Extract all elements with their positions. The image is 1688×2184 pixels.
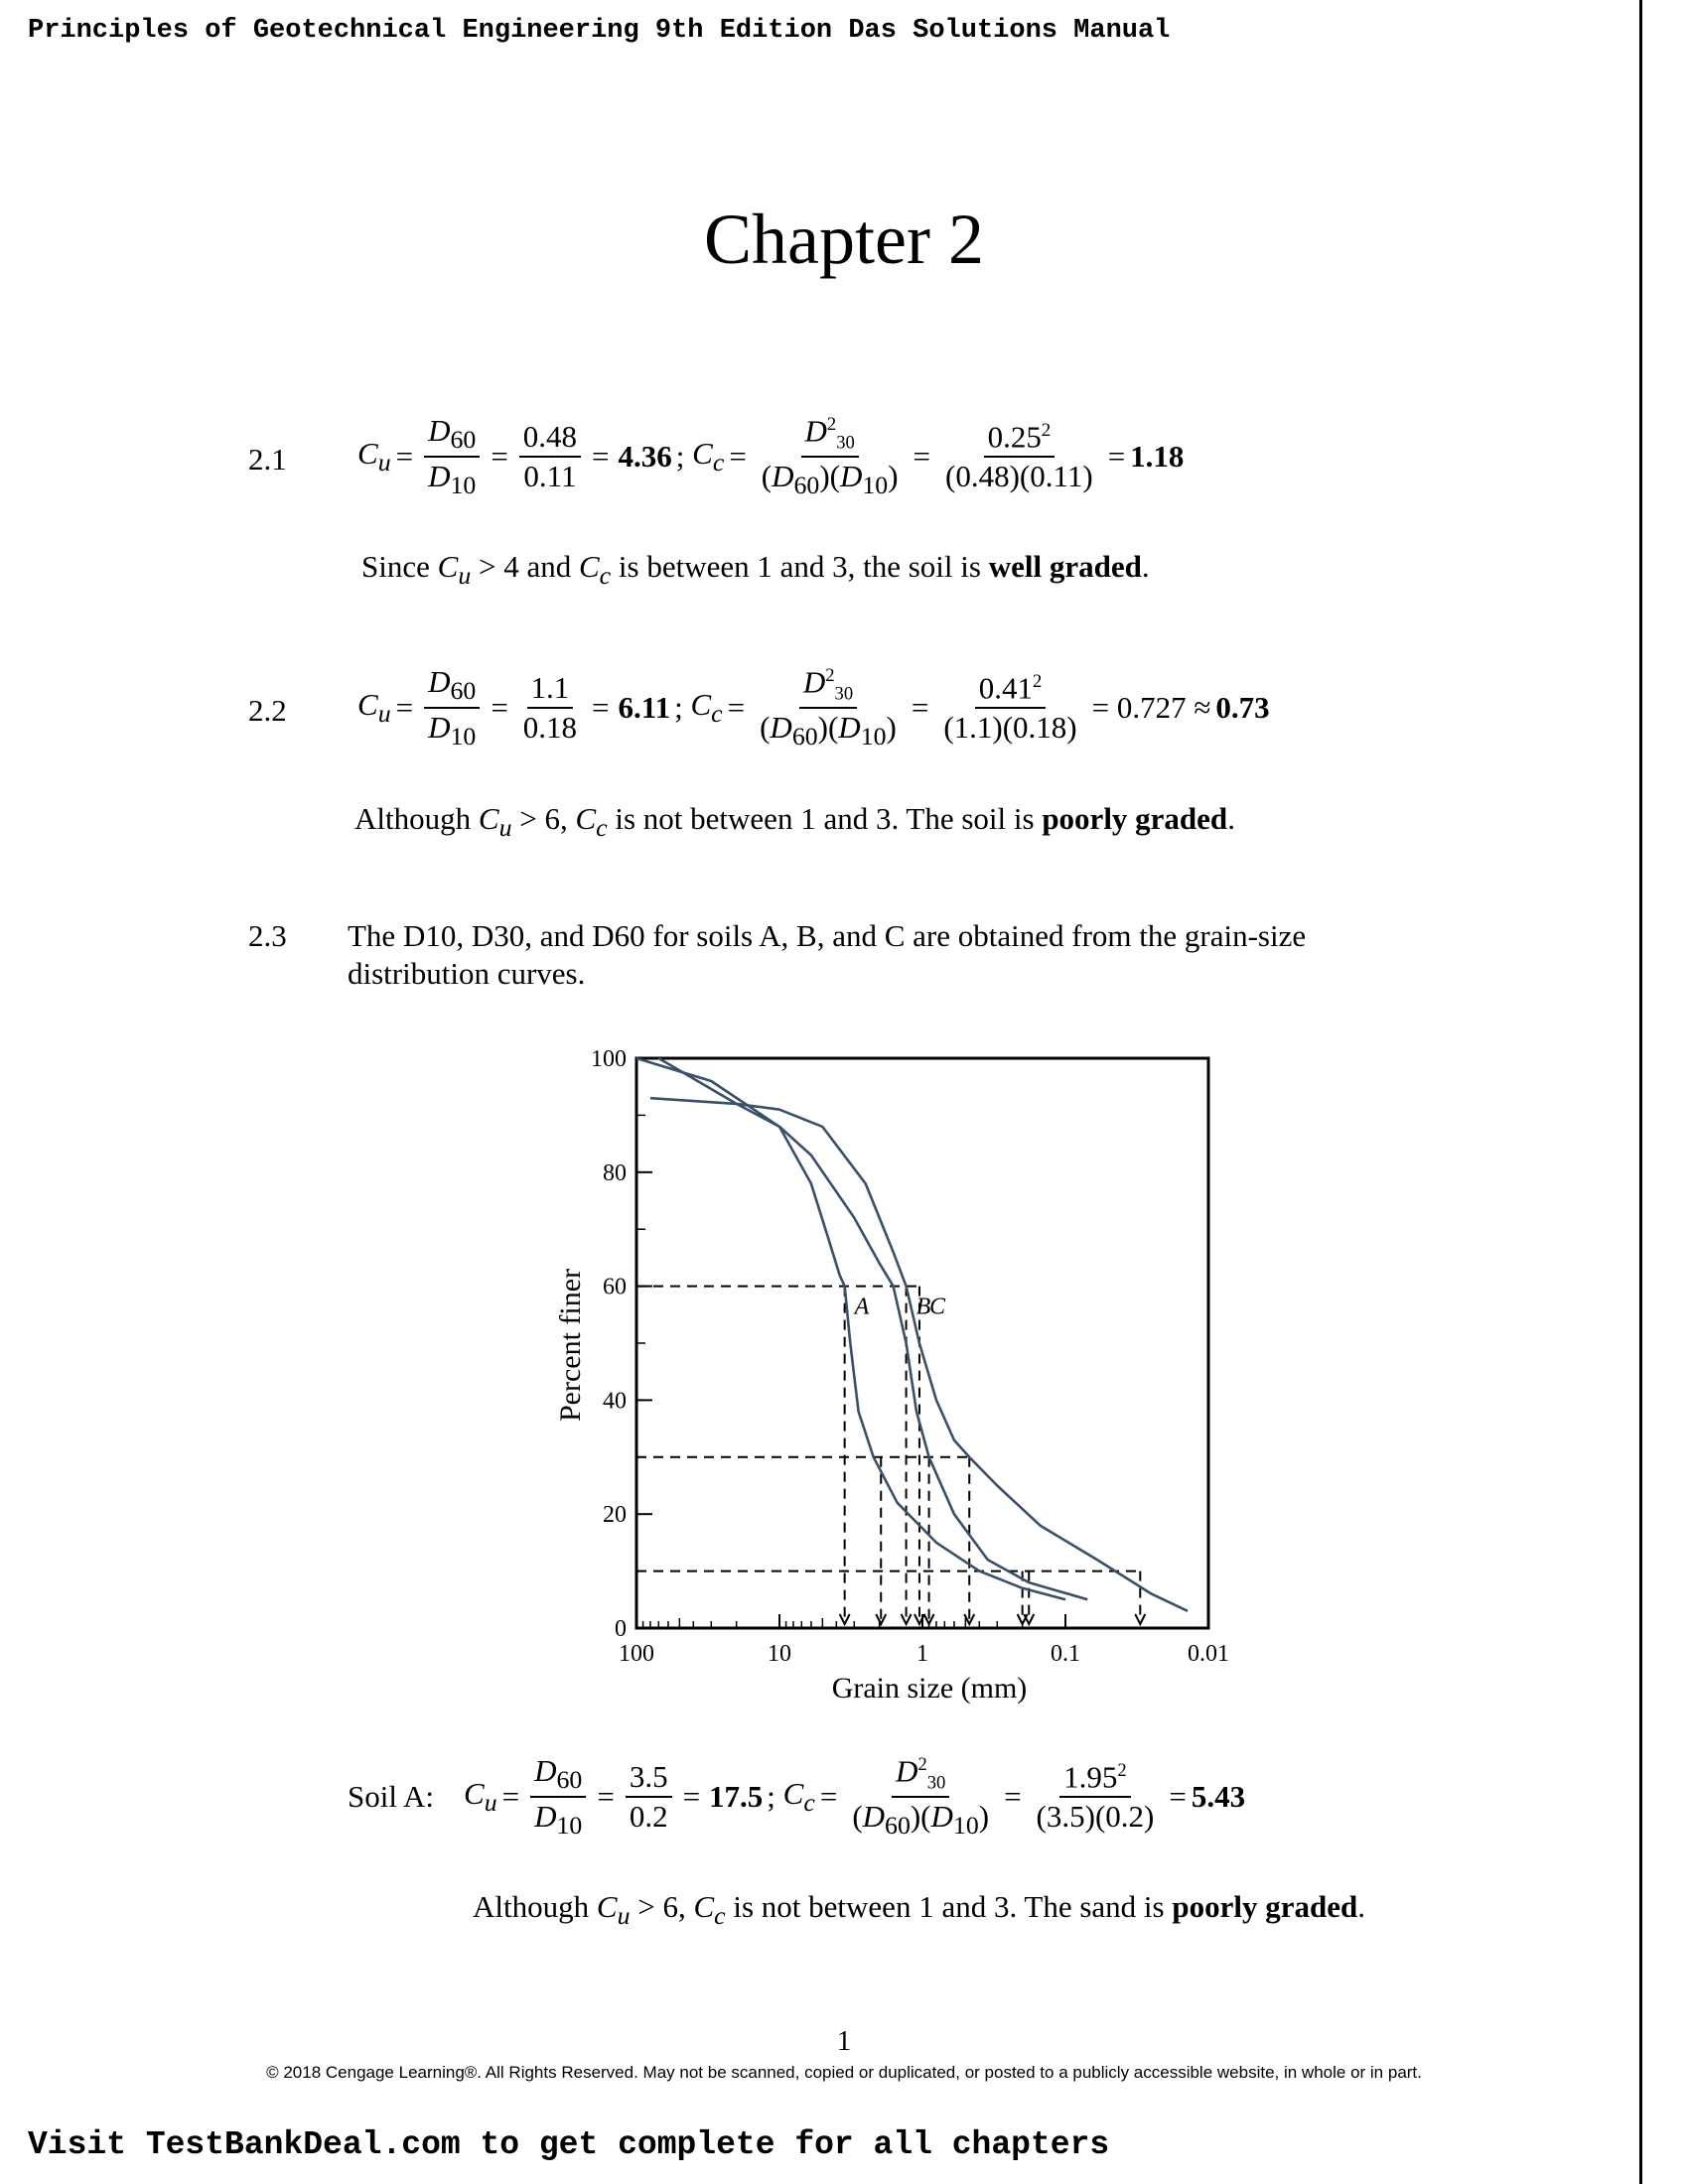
guide-arrow [964,1614,974,1624]
cc-symbolic-fraction: $\frac{D^2_{30}}{(D_{60})(D_{10})}$ [761,413,899,500]
soil-label: Soil A: [348,1779,435,1815]
cc-numeric-fraction: $\frac{1.95^2}{(3.5)(0.2)}$ [1036,1758,1155,1835]
y-tick-label: 80 [603,1160,627,1186]
y-tick-label: 60 [603,1274,627,1300]
curve-label-C: C [928,1294,945,1320]
curve-C [650,1098,1188,1611]
equation-soil-a: Soil A: $C_u$ = $\frac{D_{60}}{D_{10}}$ = $\frac{3.5}{0.2}$ = 17.5 ; $C_c$ = $\frac{D^2_{30}}{(D_{60})(D_{10})}$ = $\frac{1.95^2}{(3.5)(0.2)}$ = 5.43 [348,1753,1246,1841]
page-border [1639,0,1642,2184]
y-tick-label: 40 [603,1388,627,1415]
x-tick-label: 1 [916,1641,928,1667]
cu-numeric-fraction: $\frac{1.1}{0.18}$ [522,669,578,746]
guide-arrow [902,1614,912,1624]
conclusion-soil-a: Although $C_u > 6$, $C_c$ is not between 1 and 3. The sand is poorly graded. [473,1889,1365,1931]
cc-result: 5.43 [1191,1779,1246,1815]
curve-A [636,1058,1065,1599]
conclusion-2-1: Since $C_u > 4$ and $C_c$ is between 1 and 3, the soil is well graded. [361,549,1150,591]
curve-label-B: B [915,1294,931,1320]
guide-arrow [876,1614,886,1624]
guide-arrow [924,1614,934,1624]
cc-numeric-fraction: $\frac{0.25^2}{(0.48)(0.11)}$ [945,418,1093,494]
guide-arrow [840,1614,850,1624]
guide-arrow [1135,1614,1145,1624]
cc-symbol: $C_c$ [692,436,725,478]
problem-number: 2.3 [248,918,287,953]
cc-result: 0.73 [1215,690,1270,726]
y-tick-label: 20 [603,1502,627,1529]
x-tick-label: 10 [768,1641,791,1667]
copyright-notice: © 2018 Cengage Learning®. All Rights Reserved. May not be scanned, copied or duplicated, or posted to a publicly accessible website, in whole or in part. [266,2063,1422,2082]
x-axis-label: Grain size (mm) [831,1672,1028,1705]
guide-arrow [914,1614,924,1624]
cu-result: 6.11 [618,690,671,726]
problem-2-3-intro-line-1: The D10, D30, and D60 for soils A, B, and C are obtained from the grain-size [348,918,1307,953]
cu-symbolic-fraction: $\frac{D_{60}}{D_{10}}$ [424,415,480,499]
cu-numeric-fraction: $\frac{0.48}{0.11}$ [519,421,581,493]
curve-B [658,1058,1087,1599]
cc-symbolic-fraction: $\frac{D^2_{30}}{(D_{60})(D_{10})}$ [760,664,897,751]
cc-result: 1.18 [1130,439,1185,475]
curve-label-A: A [854,1294,870,1320]
chapter-title: Chapter 2 [704,200,984,279]
x-tick-label: 0.1 [1051,1641,1080,1667]
cc-numeric-fraction: $\frac{0.41^2}{(1.1)(0.18)}$ [943,669,1077,746]
cu-result: 4.36 [618,439,672,475]
equation-2-1: $C_u$ = $\frac{D_{60}}{D_{10}}$ = $\frac{0.48}{0.11}$ = 4.36 ; $C_c$ = $\frac{D^2_{30}}{(D_{60})(D_{10})}$ = $\frac{0.25^2}{(0.48)(0.11)}$ = 1.18 [357,413,1185,500]
guide-arrow [1024,1614,1034,1624]
cu-symbolic-fraction: $\frac{D_{60}}{D_{10}}$ [530,1755,586,1840]
y-axis-label: Percent finer [554,1268,587,1423]
guide-arrow [1018,1614,1028,1624]
cu-symbolic-fraction: $\frac{D_{60}}{D_{10}}$ [424,666,480,751]
cu-result: 17.5 [709,1779,764,1815]
page-footer: Visit TestBankDeal.com to get complete for all chapters [28,2126,1110,2163]
chart-frame [636,1058,1208,1628]
page-number: 1 [836,2025,852,2057]
page-header: Principles of Geotechnical Engineering 9th Edition Das Solutions Manual [28,16,1171,46]
x-tick-label: 100 [619,1641,654,1667]
equation-2-2: $C_u$ = $\frac{D_{60}}{D_{10}}$ = $\frac{1.1}{0.18}$ = 6.11 ; $C_c$ = $\frac{D^2_{30}}{(D_{60})(D_{10})}$ = $\frac{0.41^2}{(1.1)(0.18)}$ = 0.727 ≈ 0.73 [357,664,1270,751]
conclusion-2-2: Although $C_u > 6$, $C_c$ is not between 1 and 3. The soil is poorly graded. [354,801,1235,843]
cc-symbolic-fraction: $\frac{D^2_{30}}{(D_{60})(D_{10})}$ [852,1753,990,1841]
y-tick-label: 0 [615,1616,627,1642]
y-tick-label: 100 [591,1046,627,1072]
x-tick-label: 0.01 [1188,1641,1229,1667]
problem-number: 2.2 [248,693,287,728]
cu-symbol: $C_u$ [357,436,391,478]
problem-number: 2.1 [248,442,287,477]
problem-2-3-intro-line-2: distribution curves. [348,956,586,991]
cu-numeric-fraction: $\frac{3.5}{0.2}$ [626,1761,672,1834]
